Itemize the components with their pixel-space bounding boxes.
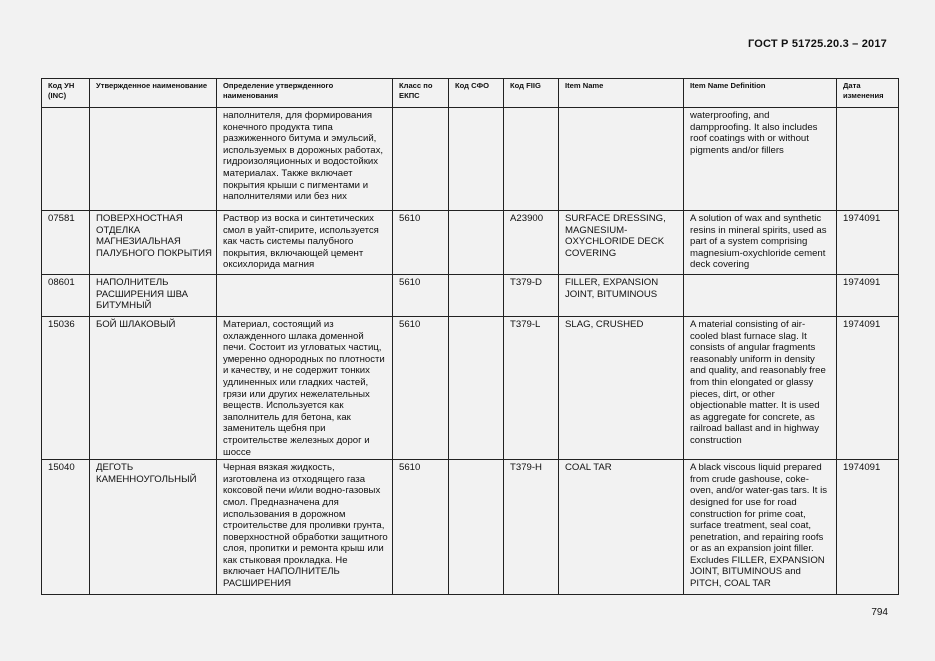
cell-definition-en: A black viscous liquid prepared from crude gashouse, coke-oven, and/or water-gas tars. It is designed for use for road construction for prime coat, surface treatment, seal coat, penetration, and repairing roofs or as an expansion joint filler. Excludes FILLER, EXPANSION JOINT, BITUMINOUS and PITCH, COAL TAR [684,460,837,595]
cell-item-name: COAL TAR [559,460,684,595]
cell-sfo [449,275,504,317]
cell-fiig: T379-L [504,317,559,460]
cell-fiig: T379-H [504,460,559,595]
cell-definition-ru: Материал, состоящий из охлажденного шлака доменной печи. Состоит из угловатых частиц, умеренно однородных по плотности и качеству, и не содержит тонких удлиненных или гладких частей, грязи или других нежелательных веществ. Используется как заполнитель для бетона, как заменитель щебня при строительстве железных дорог и шоссе [217,317,393,460]
table-row [42,108,899,211]
cell-sfo [449,460,504,595]
cell-definition-ru: Черная вязкая жидкость, изготовлена из отходящего газа коксовой печи и/или водно-газовых смол. Предназначена для использования в дорожном строительстве для проливки грунта, поверхностной обработки защитного слоя, пропитки и ремонта крыш или как стыковая прокладка. Не включает НАПОЛНИТЕЛЬ РАСШИРЕНИЯ [217,460,393,595]
table-header-row [42,79,899,108]
cell-definition-en: A solution of wax and synthetic resins in mineral spirits, used as part of a system comprising magnesium-oxychloride cement deck covering [684,211,837,275]
item-name-table [41,78,899,595]
cell-definition-ru: наполнителя, для формирования конечного продукта типа разжиженного битума и эмульсий, используемых в дорожных работах, гидроизоляционных и водостойких материалах. Также включает покрытия крыши с пигментами и наполнителями или без них [217,108,393,211]
cell-definition-en: A material consisting of air-cooled blast furnace slag. It consists of angular fragments reasonably uniform in density and quality, and reasonably free from thin elongated or glassy pieces, dirt, or other objectionable matter. It is used as aggregate for concrete, as railroad ballast and in highway construction [684,317,837,460]
cell-definition-ru [217,275,393,317]
cell-class: 5610 [393,460,449,595]
cell-fiig: A23900 [504,211,559,275]
cell-name-ru [90,108,217,211]
column-header-definition-ru: Определение утвержденного наименования [217,79,393,108]
cell-inc: 15040 [42,460,90,595]
cell-class [393,108,449,211]
cell-date: 1974091 [837,275,899,317]
cell-definition-ru: Раствор из воска и синтетических смол в уайт-спирите, используется как часть системы палубного покрытия, включающей цемент оксихлорида магния [217,211,393,275]
cell-inc [42,108,90,211]
cell-date: 1974091 [837,211,899,275]
cell-definition-en [684,275,837,317]
cell-fiig: T379-D [504,275,559,317]
column-header-class: Класс по ЕКПС [393,79,449,108]
column-header-approved-name: Утвержденное наименование [90,79,217,108]
cell-inc: 08601 [42,275,90,317]
column-header-item-name: Item Name [559,79,684,108]
cell-class: 5610 [393,275,449,317]
table-row [42,317,899,460]
cell-name-ru: ПОВЕРХНОСТНАЯ ОТДЕЛКА МАГНЕЗИАЛЬНАЯ ПАЛУБНОГО ПОКРЫТИЯ [90,211,217,275]
cell-item-name: SURFACE DRESSING, MAGNESIUM-OXYCHLORIDE DECK COVERING [559,211,684,275]
cell-definition-en: waterproofing, and dampproofing. It also includes roof coatings with or without pigments and/or fillers [684,108,837,211]
cell-date [837,108,899,211]
cell-class: 5610 [393,211,449,275]
cell-date: 1974091 [837,460,899,595]
cell-date: 1974091 [837,317,899,460]
column-header-inc: Код УН (INC) [42,79,90,108]
cell-fiig [504,108,559,211]
cell-class: 5610 [393,317,449,460]
cell-item-name [559,108,684,211]
column-header-date: Дата изменения [837,79,899,108]
cell-sfo [449,108,504,211]
cell-item-name: SLAG, CRUSHED [559,317,684,460]
column-header-definition-en: Item Name Definition [684,79,837,108]
table-row [42,275,899,317]
cell-inc: 15036 [42,317,90,460]
cell-item-name: FILLER, EXPANSION JOINT, BITUMINOUS [559,275,684,317]
table-row [42,211,899,275]
cell-name-ru: ДЕГОТЬ КАМЕННОУГОЛЬНЫЙ [90,460,217,595]
table-row [42,460,899,595]
cell-name-ru: НАПОЛНИТЕЛЬ РАСШИРЕНИЯ ШВА БИТУМНЫЙ [90,275,217,317]
document-header: ГОСТ Р 51725.20.3 – 2017 [747,38,887,50]
cell-name-ru: БОЙ ШЛАКОВЫЙ [90,317,217,460]
page-number: 794 [871,607,888,618]
cell-sfo [449,317,504,460]
cell-sfo [449,211,504,275]
column-header-sfo: Код СФО [449,79,504,108]
cell-inc: 07581 [42,211,90,275]
column-header-fiig: Код FIIG [504,79,559,108]
